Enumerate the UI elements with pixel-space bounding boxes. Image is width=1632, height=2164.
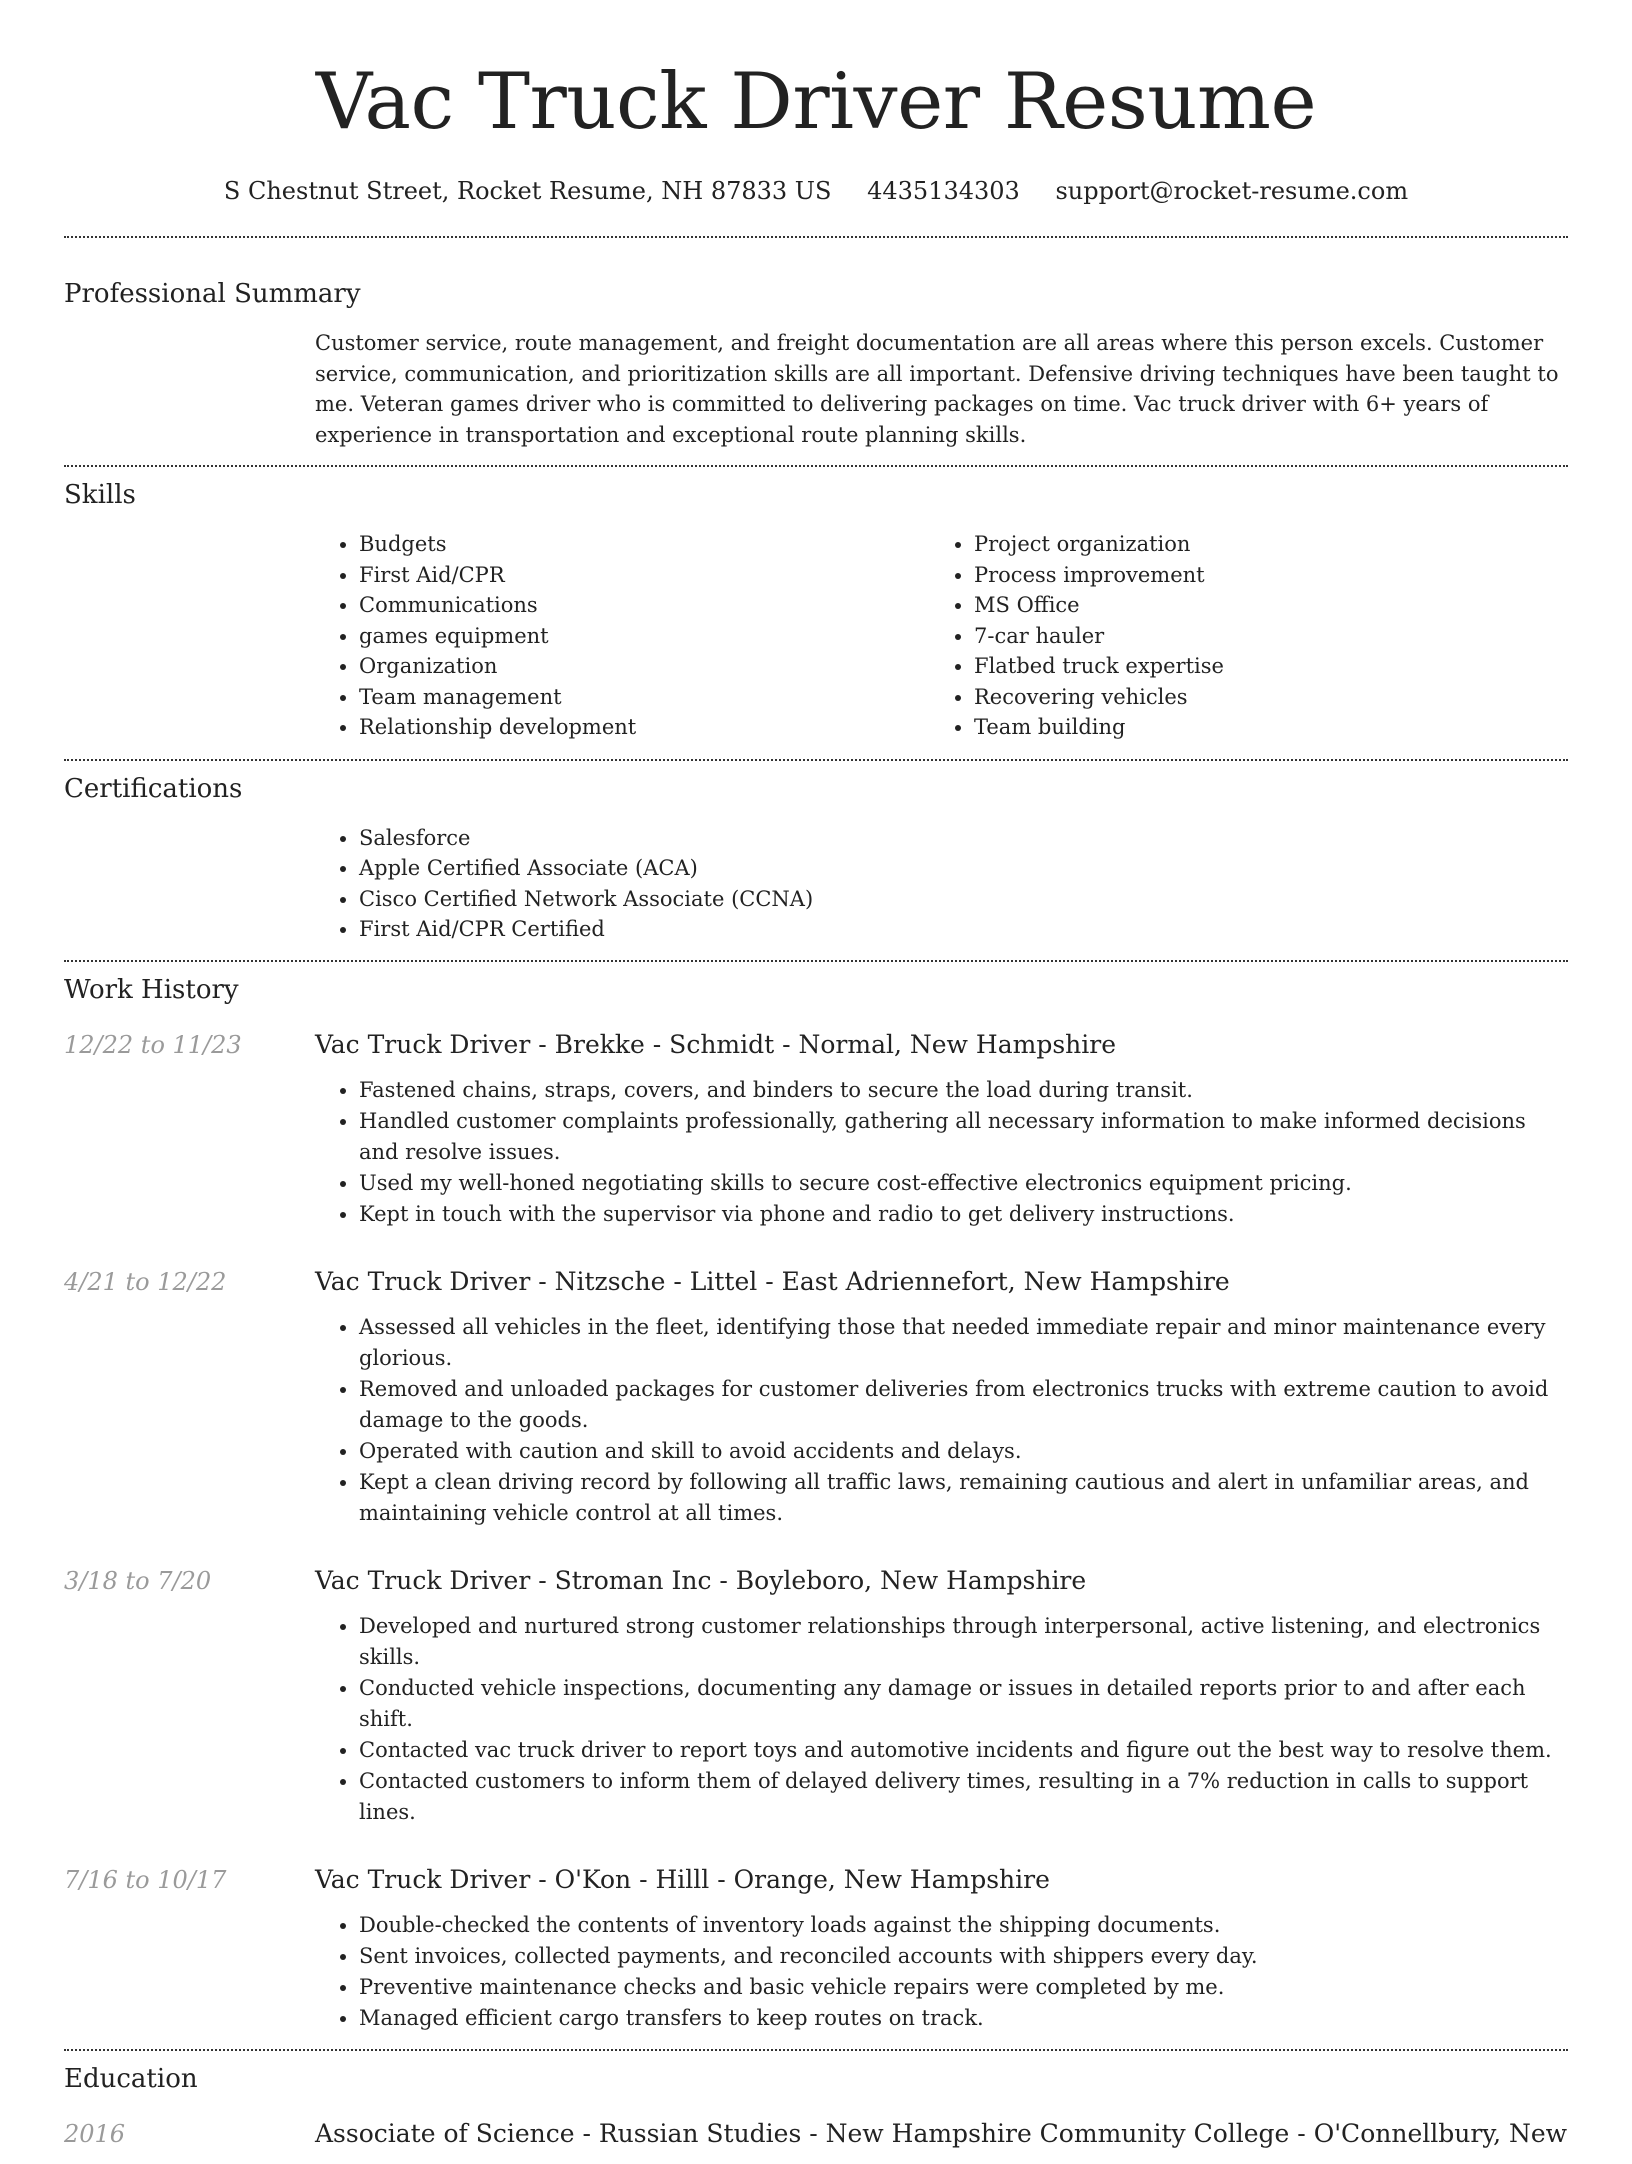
skill-item: • First Aid/CPR [359, 560, 930, 591]
job-entry [64, 1028, 1568, 1230]
contact-email: support@rocket-resume.com [1055, 177, 1409, 205]
job-body [315, 1265, 1568, 1529]
job-bullets [315, 1312, 1568, 1529]
job-body [315, 1028, 1568, 1230]
job-title: Vac Truck Driver - Brekke - Schmidt - Normal, New Hampshire [315, 1029, 1116, 1059]
job-bullet: • Contacted customers to inform them of delayed delivery times, resulting in a 7% reduction in calls to support lines. [359, 1766, 1568, 1828]
section-title-skills: Skills [64, 480, 136, 510]
job-bullet: • Developed and nurtured strong customer relationships through interpersonal, active listening, and electronics skills. [359, 1611, 1568, 1673]
skills-list-left [315, 529, 930, 743]
skill-item: • games equipment [359, 621, 930, 652]
education-title: Associate of Science - Russian Studies - New Hampshire Community College - O'Connellbury, New [315, 2118, 1568, 2148]
skill-item: • Relationship development [359, 712, 930, 743]
job-title: Vac Truck Driver - O'Kon - Hilll - Orange, New Hampshire [315, 1864, 1050, 1894]
section-title-work-history: Work History [64, 974, 239, 1005]
job-entry [64, 1265, 1568, 1529]
job-bullet: • Fastened chains, straps, covers, and binders to secure the load during transit. [359, 1075, 1568, 1106]
job-bullet: • Managed efficient cargo transfers to keep routes on track. [359, 2003, 1568, 2034]
skill-item: • Organization [359, 651, 930, 682]
section-title-summary: Professional Summary [64, 279, 361, 309]
job-bullet: • Operated with caution and skill to avoid accidents and delays. [359, 1436, 1568, 1467]
certification-item: • First Aid/CPR Certified [359, 914, 1568, 945]
job-dates: 12/22 to 11/23 [64, 1030, 242, 1059]
skill-item: • Recovering vehicles [974, 682, 1545, 713]
resume-page [64, 0, 1568, 2164]
skill-item: • Flatbed truck expertise [974, 651, 1545, 682]
certifications-list [315, 823, 1568, 945]
education-dates: 2016 [64, 2119, 126, 2148]
job-bullets [315, 1910, 1568, 2034]
job-bullet: • Kept in touch with the supervisor via phone and radio to get delivery instructions. [359, 1199, 1568, 1230]
education-body [315, 2117, 1568, 2164]
job-bullet: • Removed and unloaded packages for customer deliveries from electronics trucks with extreme caution to avoid damage to the goods. [359, 1374, 1568, 1436]
job-title: Vac Truck Driver - Nitzsche - Littel - East Adriennefort, New Hampshire [315, 1266, 1230, 1296]
skill-item: • 7-car hauler [974, 621, 1545, 652]
certification-item: • Salesforce [359, 823, 1568, 854]
skill-item: • Process improvement [974, 560, 1545, 591]
job-bullet: • Double-checked the contents of inventory loads against the shipping documents. [359, 1910, 1568, 1941]
education-entry [64, 2117, 1568, 2164]
job-bullets [315, 1611, 1568, 1828]
skills-columns [315, 529, 1568, 743]
skill-item: • Project organization [974, 529, 1545, 560]
job-bullets [315, 1075, 1568, 1230]
contact-line [64, 174, 1568, 208]
job-entry [64, 1564, 1568, 1828]
job-entry [64, 1863, 1568, 2034]
job-bullet: • Kept a clean driving record by following all traffic laws, remaining cautious and alert in unfamiliar areas, and maintaining vehicle control at all times. [359, 1467, 1568, 1529]
job-dates: 3/18 to 7/20 [64, 1566, 212, 1595]
education-section [64, 2051, 1568, 2164]
job-dates: 4/21 to 12/22 [64, 1267, 227, 1296]
section-title-education: Education [64, 2063, 198, 2094]
job-bullet: • Handled customer complaints professionally, gathering all necessary information to make informed decisions and resolve issues. [359, 1106, 1568, 1168]
certification-item: • Cisco Certified Network Associate (CCNA) [359, 884, 1568, 915]
work-history-section [64, 962, 1568, 2034]
skills-section [64, 467, 1568, 743]
job-bullet: • Assessed all vehicles in the fleet, identifying those that needed immediate repair and minor maintenance every glorious. [359, 1312, 1568, 1374]
job-bullet: • Contacted vac truck driver to report toys and automotive incidents and figure out the best way to resolve them. [359, 1735, 1568, 1766]
skill-item: • Team building [974, 712, 1545, 743]
section-title-certifications: Certifications [64, 773, 243, 804]
job-bullet: • Used my well-honed negotiating skills to secure cost-effective electronics equipment pricing. [359, 1168, 1568, 1199]
skill-item: • Team management [359, 682, 930, 713]
job-bullet: • Preventive maintenance checks and basic vehicle repairs were completed by me. [359, 1972, 1568, 2003]
summary-section [64, 238, 1568, 450]
skills-list-right [930, 529, 1545, 743]
job-body [315, 1863, 1568, 2034]
certifications-section [64, 761, 1568, 945]
skill-item: • MS Office [974, 590, 1545, 621]
job-bullet: • Sent invoices, collected payments, and reconciled accounts with shippers every day. [359, 1941, 1568, 1972]
resume-title: Vac Truck Driver Resume [315, 57, 1317, 147]
job-dates: 7/16 to 10/17 [64, 1865, 227, 1894]
job-body [315, 1564, 1568, 1828]
skill-item: • Communications [359, 590, 930, 621]
contact-phone: 4435134303 [867, 177, 1020, 205]
job-title: Vac Truck Driver - Stroman Inc - Boyleboro, New Hampshire [315, 1565, 1087, 1595]
contact-address: S Chestnut Street, Rocket Resume, NH 87833 US [223, 177, 832, 205]
summary-text: Customer service, route management, and freight documentation are all areas where this person excels. Customer service, communication, and prioritization skills are all important. Defensive driving techniques have been taught to me. Veteran games driver who is committed to delivering packages on time. Vac truck driver with 6+ years of experience in transportation and exceptional route planning skills. [315, 331, 1559, 447]
job-bullet: • Conducted vehicle inspections, documenting any damage or issues in detailed reports prior to and after each shift. [359, 1673, 1568, 1735]
certification-item: • Apple Certified Associate (ACA) [359, 853, 1568, 884]
skill-item: • Budgets [359, 529, 930, 560]
